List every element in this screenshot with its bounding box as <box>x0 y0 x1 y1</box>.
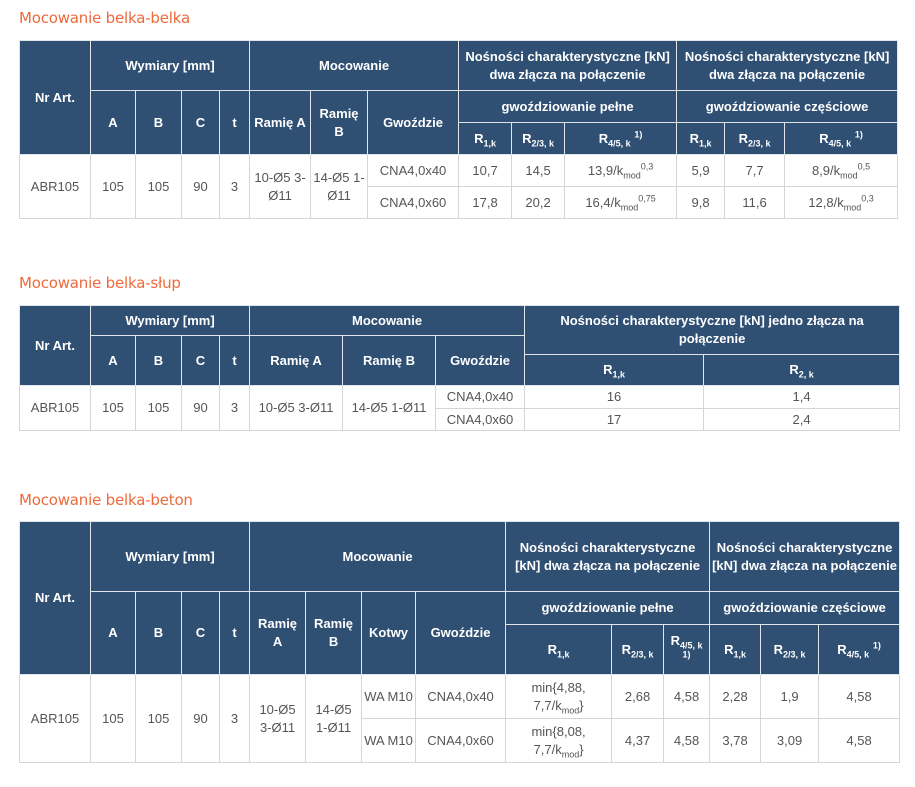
header-gwozdzie: Gwoździe <box>416 592 506 675</box>
header-r1k: $R_{1,k}$ <box>525 355 704 386</box>
cell-gwozdzie: CNA4,0x40 <box>416 675 506 719</box>
header-r23k: $R_{2/3, k}$ <box>612 625 664 675</box>
header-ramie-b: Ramię B <box>343 336 436 386</box>
header-nosnosci-pelne: Nośności charakterystyczne [kN] dwa złącza na połączenie <box>459 41 677 91</box>
cell-r1k: 17 <box>525 409 704 431</box>
cell-r1k: min{4,88, $7,7/k_{mod}$} <box>506 675 612 719</box>
header-a: A <box>91 592 136 675</box>
cell-r45k-b: 4,58 <box>819 675 900 719</box>
cell-r45k-b: $12,8/k_{mod}^{0,3}$ <box>785 187 898 219</box>
header-r1k-b: $R_{1,k}$ <box>710 625 761 675</box>
cell-r1k: min{8,08, $7,7/k_{mod}$} <box>506 719 612 763</box>
header-b: B <box>136 91 182 155</box>
cell-gwozdzie: CNA4,0x40 <box>368 155 459 187</box>
cell-r2k: 2,4 <box>704 409 900 431</box>
cell-art: ABR105 <box>20 675 91 763</box>
header-gwozdzie: Gwoździe <box>436 336 525 386</box>
cell-r45k-b: 4,58 <box>819 719 900 763</box>
cell-gwozdzie: CNA4,0x60 <box>368 187 459 219</box>
header-mocowanie: Mocowanie <box>250 522 506 592</box>
cell-t: 3 <box>220 155 250 219</box>
cell-b: 105 <box>136 155 182 219</box>
cell-c: 90 <box>182 386 220 431</box>
cell-r1k-b: 5,9 <box>677 155 725 187</box>
cell-r1k-b: 9,8 <box>677 187 725 219</box>
cell-r23k: 14,5 <box>512 155 565 187</box>
header-gwozdzie: Gwoździe <box>368 91 459 155</box>
cell-kotwy: WA M10 <box>362 675 416 719</box>
section-title-belka-belka: Mocowanie belka-belka <box>19 9 190 27</box>
header-mocowanie: Mocowanie <box>250 41 459 91</box>
header-ramie-b: Ramię B <box>311 91 368 155</box>
table-belka-slup <box>19 305 900 431</box>
cell-b: 105 <box>136 675 182 763</box>
cell-c: 90 <box>182 675 220 763</box>
cell-r23k: 4,37 <box>612 719 664 763</box>
header-r45k: $R_{4/5, k}$ $^{1)}$ <box>565 123 677 155</box>
cell-ramie-a: 10-Ø5 3-Ø11 <box>250 155 311 219</box>
cell-r45k: $13,9/k_{mod}^{0,3}$ <box>565 155 677 187</box>
header-gwozdziowanie-pelne: gwoździowanie pełne <box>506 592 710 625</box>
cell-r23k: 20,2 <box>512 187 565 219</box>
header-c: C <box>182 91 220 155</box>
header-r1k-b: $R_{1,k}$ <box>677 123 725 155</box>
cell-c: 90 <box>182 155 220 219</box>
cell-t: 3 <box>220 386 250 431</box>
header-r45k-b: $R_{4/5, k}$ $^{1)}$ <box>785 123 898 155</box>
header-t: t <box>220 336 250 386</box>
cell-b: 105 <box>136 386 182 431</box>
header-b: B <box>136 336 182 386</box>
header-r1k: $R_{1,k}$ <box>506 625 612 675</box>
cell-r45k: 4,58 <box>664 719 710 763</box>
cell-r1k: 17,8 <box>459 187 512 219</box>
header-wymiary: Wymiary [mm] <box>91 41 250 91</box>
header-nosnosci-czesciowe: Nośności charakterystyczne [kN] dwa złącza na połączenie <box>677 41 898 91</box>
header-gwozdziowanie-pelne: gwoździowanie pełne <box>459 91 677 123</box>
cell-ramie-a: 10-Ø5 3-Ø11 <box>250 386 343 431</box>
cell-ramie-b: 14-Ø5 1-Ø11 <box>306 675 362 763</box>
cell-r45k: 4,58 <box>664 675 710 719</box>
cell-r23k-b: 7,7 <box>725 155 785 187</box>
cell-art: ABR105 <box>20 386 91 431</box>
header-ramie-a: Ramię A <box>250 91 311 155</box>
table-row <box>20 155 898 187</box>
cell-r23k-b: 3,09 <box>761 719 819 763</box>
header-nosnosci-czesciowe: Nośności charakterystyczne [kN] dwa złącza na połączenie <box>710 522 900 592</box>
cell-r23k: 2,68 <box>612 675 664 719</box>
cell-ramie-b: 14-Ø5 1-Ø11 <box>343 386 436 431</box>
table-row <box>20 386 900 409</box>
cell-r1k: 16 <box>525 386 704 409</box>
header-c: C <box>182 336 220 386</box>
cell-r2k: 1,4 <box>704 386 900 409</box>
cell-gwozdzie: CNA4,0x60 <box>416 719 506 763</box>
header-r23k: $R_{2/3, k}$ <box>512 123 565 155</box>
cell-r23k-b: 11,6 <box>725 187 785 219</box>
header-r2k: $R_{2, k}$ <box>704 355 900 386</box>
header-t: t <box>220 592 250 675</box>
header-a: A <box>91 91 136 155</box>
cell-r45k-b: $8,9/k_{mod}^{0,5}$ <box>785 155 898 187</box>
cell-a: 105 <box>91 386 136 431</box>
header-r45k-b: $R_{4/5, k}$ $^{1)}$ <box>819 625 900 675</box>
cell-gwozdzie: CNA4,0x40 <box>436 386 525 409</box>
header-c: C <box>182 592 220 675</box>
header-ramie-a: Ramię A <box>250 336 343 386</box>
header-b: B <box>136 592 182 675</box>
cell-r45k: $16,4/k_{mod}^{0,75}$ <box>565 187 677 219</box>
table-belka-belka <box>19 40 898 219</box>
header-nr-art: Nr Art. <box>20 522 91 675</box>
header-r1k: $R_{1,k}$ <box>459 123 512 155</box>
table-row <box>20 675 900 719</box>
header-nosnosci: Nośności charakterystyczne [kN] jedno złącza na połączenie <box>525 306 900 355</box>
header-nr-art: Nr Art. <box>20 306 91 386</box>
cell-a: 105 <box>91 155 136 219</box>
header-mocowanie: Mocowanie <box>250 306 525 336</box>
header-gwozdziowanie-czesciowe: gwoździowanie częściowe <box>710 592 900 625</box>
cell-ramie-a: 10-Ø5 3-Ø11 <box>250 675 306 763</box>
section-title-belka-beton: Mocowanie belka-beton <box>19 491 193 509</box>
header-wymiary: Wymiary [mm] <box>91 522 250 592</box>
cell-a: 105 <box>91 675 136 763</box>
cell-r1k-b: 2,28 <box>710 675 761 719</box>
cell-r1k-b: 3,78 <box>710 719 761 763</box>
cell-ramie-b: 14-Ø5 1-Ø11 <box>311 155 368 219</box>
header-r45k: $R_{4/5, k}$ $^{1)}$ <box>664 625 710 675</box>
table-belka-beton <box>19 521 900 763</box>
section-title-belka-slup: Mocowanie belka-słup <box>19 274 181 292</box>
cell-kotwy: WA M10 <box>362 719 416 763</box>
header-t: t <box>220 91 250 155</box>
cell-gwozdzie: CNA4,0x60 <box>436 409 525 431</box>
header-wymiary: Wymiary [mm] <box>91 306 250 336</box>
cell-r1k: 10,7 <box>459 155 512 187</box>
header-a: A <box>91 336 136 386</box>
header-nosnosci-pelne: Nośności charakterystyczne [kN] dwa złącza na połączenie <box>506 522 710 592</box>
cell-t: 3 <box>220 675 250 763</box>
cell-r23k-b: 1,9 <box>761 675 819 719</box>
cell-art: ABR105 <box>20 155 91 219</box>
header-nr-art: Nr Art. <box>20 41 91 155</box>
header-r23k-b: $R_{2/3, k}$ <box>725 123 785 155</box>
header-ramie-b: Ramię B <box>306 592 362 675</box>
header-gwozdziowanie-czesciowe: gwoździowanie częściowe <box>677 91 898 123</box>
header-r23k-b: $R_{2/3, k}$ <box>761 625 819 675</box>
header-kotwy: Kotwy <box>362 592 416 675</box>
header-ramie-a: Ramię A <box>250 592 306 675</box>
